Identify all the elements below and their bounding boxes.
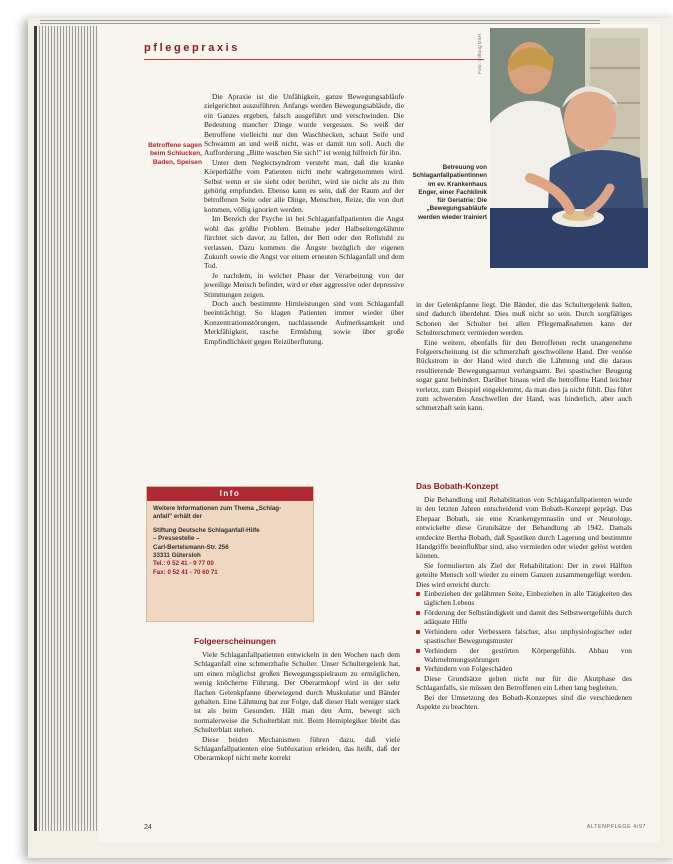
list-item: Einbeziehen der gelähmten Seite, Einbeziehen in alle Tätigkeiten des täglichen Lebens bbox=[416, 589, 632, 608]
list-item: Verhindern von Folgeschäden bbox=[416, 664, 632, 673]
paragraph: Diese beiden Mechanismen führen dazu, daß viele Schlaganfallpatienten eine Subluxation erleiden, das heißt, daß der Oberarmkopf nicht mehr korrekt bbox=[194, 734, 400, 763]
photo-caption: Betreuung von Schlaganfallpatientinnen im ev. Krankenhaus Enger, einer Fachklinik für Geriatrie: Die „Bewegungsabläufe werden wieder trainiert bbox=[412, 164, 487, 221]
info-box bbox=[146, 486, 314, 622]
page-number: 24 bbox=[144, 824, 152, 831]
info-address-line: Stiftung Deutsche Schlaganfall-Hilfe bbox=[153, 526, 260, 534]
info-address-line: Carl-Bertelsmann-Str. 256 bbox=[153, 543, 229, 551]
column-left-top bbox=[204, 92, 404, 346]
headline-bobath-konzept: Das Bobath-Konzept bbox=[416, 481, 499, 491]
paragraph: Die Behandlung und Rehabilitation von Schlaganfallpatienten wurde in den letzten Jahren entscheidend vom Bobath-Konzept geprägt. Das Ehepaar Bobath, sie eine Krankengymnastin und er Neurologe, entwickelte diese Grundsätze der Behandlung ab 1942. Damals entdeckte Bertha Bobath, daß Spastiken durch Lagerung und bestimmte Handgriffe beeinflußbar sind, also vermieden oder wieder gelöst werden können. bbox=[416, 495, 632, 561]
paragraph: Doch auch bestimmte Hirnleistungen sind vom Schlaganfall beeinträchtigt. So klagen Patienten immer wieder über Konzentrationsstörungen, nachlassende Aufmerksamkeit und Merkfähigkeit, rasche Ermüdung sowie über große Empfindlichkeit gegen Reizüberflutung. bbox=[204, 298, 404, 346]
list-item: Verhindern oder Verbessern falscher, also unphysiologischer oder spastischer Bewegungsmuster bbox=[416, 627, 632, 646]
paragraph: Im Bereich der Psyche ist bei Schlaganfallpatienten die Angst wohl das größte Problem. Beinahe jeder Halbseitengelähmte fürchtet sich davor, zu fallen, der Bett oder den Rollstuhl zu verlassen. Dazu kommen die Ängste bezüglich der eigenen Zukunft sowie die Angst vor einem erneuten Schlaganfall und dem Tod. bbox=[204, 214, 404, 271]
paragraph: in der Gelenkpfanne liegt. Die Bänder, die das Schultergelenk halten, sind dadurch überdehnt. Dies muß nicht so sein. Durch sorgfältiges Schonen der Schulter bei allen Pflegemaßnahmen kann der Schulterschmerz vermieden werden. bbox=[416, 300, 632, 338]
section-rubric: pflegepraxis bbox=[144, 42, 241, 54]
paragraph: Je nachdem, in welcher Phase der Verarbeitung von der jeweilige Mensch befindet, wird er eher aggressive oder depressive Stimmungen zeigen. bbox=[204, 270, 404, 299]
column-right-top bbox=[416, 300, 632, 413]
list-item: Verhindern der gestörten Körpergefühls. Abbau von Wahrnehmungsstörungen bbox=[416, 646, 632, 665]
column-left-bottom bbox=[194, 650, 400, 763]
photo-nurse-and-patient bbox=[490, 28, 648, 268]
paragraph: Eine weitere, ebenfalls für den Betroffenen recht unangenehme Folgeerscheinung ist die schmerzhaft geschwollene Hand. Der venöse Rückstrom in der Hand wird durch die Lähmung und die daraus resultierende Bewegungsarmut verlangsamt. Bei spastischer Beugung sogar ganz behindert. Darüber hinaus wird die betroffene Hand leichter verletzt, zum Beispiel eingeklemmt, da man dies ja nicht fühlt. Das führt zum schwersten Anschwellen der Hand, was hinderlich, aber auch schmerzhaft sein kann. bbox=[416, 337, 632, 413]
info-phone: Tel.: 0 52 41 - 9 77 00 bbox=[153, 560, 214, 568]
rubric-divider bbox=[144, 59, 484, 60]
info-box-title: Info bbox=[147, 487, 313, 501]
info-fax: Fax: 0 52 41 - 70 60 71 bbox=[153, 568, 218, 576]
headline-folgeerscheinungen: Folgeerscheinungen bbox=[194, 636, 276, 646]
paragraph: Bei der Umsetzung des Bobath-Konzeptes sind die verschiedenen Aspekte zu beachten. bbox=[416, 692, 632, 711]
info-box-body bbox=[147, 501, 313, 581]
info-line: Weitere Informationen zum Thema „Schlag- bbox=[153, 505, 282, 512]
paragraph: Unter dem Neglectsyndrom versteht man, daß die kranke Körperhälfte vom Patienten nicht mehr wahrgenommen wird. Selbst wenn er sie sieht oder berührt, wird sie nicht als zu ihm gehörig empfunden. Ebenso kann es sein, daß der Raum auf der betroffenen Seite oder alle Dinge, Menschen, Reize, die von dort kommen, völlig ignoriert werden. bbox=[204, 157, 404, 214]
info-address-line: 33311 Gütersloh bbox=[153, 552, 201, 560]
info-address-line: – Pressestelle – bbox=[153, 535, 200, 543]
list-item: Förderung der Selbständigkeit und damit des Selbstwertgefühls durch adäquate Hilfe bbox=[416, 608, 632, 627]
bobath-goals-list bbox=[416, 589, 632, 674]
info-line: anfall" erhält der bbox=[153, 513, 203, 521]
paragraph: Viele Schlaganfallpatienten entwickeln in den Wochen nach dem Schlaganfall eine schmerzhafte Schulter. Unser Schultergelenk hat, um einen möglichst großen Bewegungsspielraum zu ermöglichen, wenig knöcherne Führung. Der Oberarmkopf wird in der sehr flachen Gelenkpfanne überwiegend durch Muskulatur und Bänder gehalten. Eine Lähmung hat zur Folge, daß dieser Halt weniger stark ist als beim Gesunden. Hält man den Arm, bewegt sich normalerweise die Schulterblatt mit. Beim Hemiplegiker bleibt das Schulterblatt stehen. bbox=[194, 650, 400, 735]
paragraph: Diese Grundsätze gelten nicht nur für die Akutphase des Schlaganfalls, sie müssen den Betroffenen ein Leben lang begleiten. bbox=[416, 673, 632, 693]
column-right-bottom bbox=[416, 495, 632, 711]
photo-credit: Foto: Stiftung DSH bbox=[478, 34, 483, 74]
magazine-name: ALTENPFLEGE 4/97 bbox=[586, 824, 646, 830]
paragraph: Sie formulierten als Ziel der Rehabilitation: Der in zwei Hälften geteilte Mensch soll wieder zu einem Ganzen zusammengefügt werden. Dies wird erreicht durch: bbox=[416, 560, 632, 589]
margin-caption: Betroffene sagen beim Schlucken, Baden, Speisen bbox=[148, 142, 202, 166]
paragraph: Die Apraxie ist die Unfähigkeit, ganze Bewegungsabläufe zielgerichtet auszuführen. Anfangs werden Bewegungsabläufe, die ein Ganzes ergeben, falsch ausgeführt und verschwinden. Die Bedeutung mancher Dinge wurde vergessen. So weiß der Betroffene vielleicht nur den Waschbecken, schaut Seife und Schwamm an und weiß nicht, was er damit tun soll. Auch die Aufforderung „Bitte waschen Sie sich!" ist wenig hilfreich für ihn. bbox=[204, 92, 404, 158]
magazine-page bbox=[98, 24, 660, 842]
